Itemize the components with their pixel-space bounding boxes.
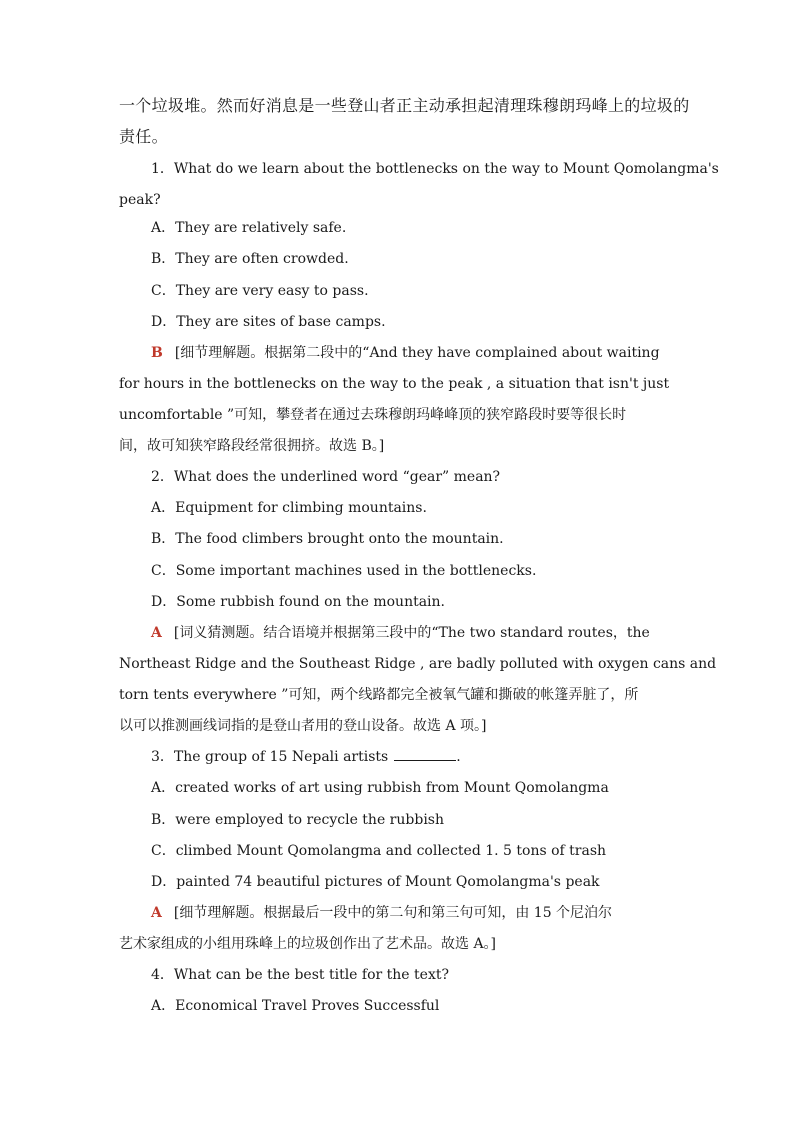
q2-explanation-line-1	[151, 622, 675, 644]
q1-explanation-line-1	[151, 342, 675, 364]
q3-stem	[151, 746, 675, 768]
q1-option-d: D．They are sites of base camps.	[151, 314, 386, 330]
q1-option-b: B．They are often crowded.	[151, 251, 349, 267]
q3-option-d: D．painted 74 beautiful pictures of Mount Qomolangma's peak	[151, 874, 600, 890]
q1-option-c: C．They are very easy to pass.	[151, 283, 369, 299]
q3-stem-end: .	[456, 749, 461, 765]
intro-line-1: 一个垃圾堆。然而好消息是一些登山者正主动承担起清理珠穆朗玛峰上的垃圾的	[119, 96, 690, 115]
q3-explanation-text: [细节理解题。根据最后一段中的第二句和第三句可知，由 15 个尼泊尔	[173, 905, 613, 921]
q2-option-a: A．Equipment for climbing mountains.	[151, 500, 427, 516]
q1-stem-line-2: peak?	[119, 192, 161, 208]
q2-answer: A	[151, 625, 162, 641]
q1-answer: B	[151, 345, 163, 361]
q2-explanation-line-2: Northeast Ridge and the Southeast Ridge , are badly polluted with oxygen cans and	[119, 656, 717, 672]
q1-option-a: A．They are relatively safe.	[151, 220, 347, 236]
q3-explanation-line-1	[151, 902, 675, 924]
q1-stem-line-1: 1．What do we learn about the bottlenecks on the way to Mount Qomolangma's	[151, 161, 719, 177]
intro-line-2: 责任。	[119, 127, 168, 146]
q3-explanation-line-2: 艺术家组成的小组用珠峰上的垃圾创作出了艺术品。故选 A。]	[119, 936, 497, 952]
q2-stem: 2．What does the underlined word “gear” mean?	[151, 469, 501, 485]
q3-option-b: B．were employed to recycle the rubbish	[151, 812, 444, 828]
q1-explanation-line-2: for hours in the bottlenecks on the way to the peak , a situation that isn't just	[119, 376, 670, 392]
q4-stem: 4．What can be the best title for the text?	[151, 967, 449, 983]
q3-answer: A	[151, 905, 162, 921]
q3-option-c: C．climbed Mount Qomolangma and collected 1. 5 tons of trash	[151, 843, 607, 859]
q3-stem-text: 3．The group of 15 Nepali artists	[151, 749, 389, 765]
q3-option-a: A．created works of art using rubbish from Mount Qomolangma	[151, 780, 609, 796]
q2-explanation-line-4: 以可以推测画线词指的是登山者用的登山设备。故选 A 项。]	[119, 718, 487, 734]
q2-explanation-line-3: torn tents everywhere ”可知，两个线路都完全被氧气罐和撕破的帐篷弄脏了，所	[119, 687, 639, 703]
q1-explanation-line-4: 间，故可知狭窄路段经常很拥挤。故选 B。]	[119, 438, 385, 454]
q4-option-a: A．Economical Travel Proves Successful	[151, 998, 440, 1014]
q1-explanation-text: [细节理解题。根据第二段中的“And they have complained about waiting	[174, 345, 660, 361]
q3-answer-blank	[394, 746, 456, 761]
q2-explanation-text: [词义猜测题。结合语境并根据第三段中的“The two standard routes，the	[173, 625, 650, 641]
q1-explanation-line-3: uncomfortable ”可知，攀登者在通过去珠穆朗玛峰峰顶的狭窄路段时要等很长时	[119, 407, 627, 423]
q2-option-c: C．Some important machines used in the bottlenecks.	[151, 563, 537, 579]
q2-option-b: B．The food climbers brought onto the mountain.	[151, 531, 504, 547]
q2-option-d: D．Some rubbish found on the mountain.	[151, 594, 445, 610]
